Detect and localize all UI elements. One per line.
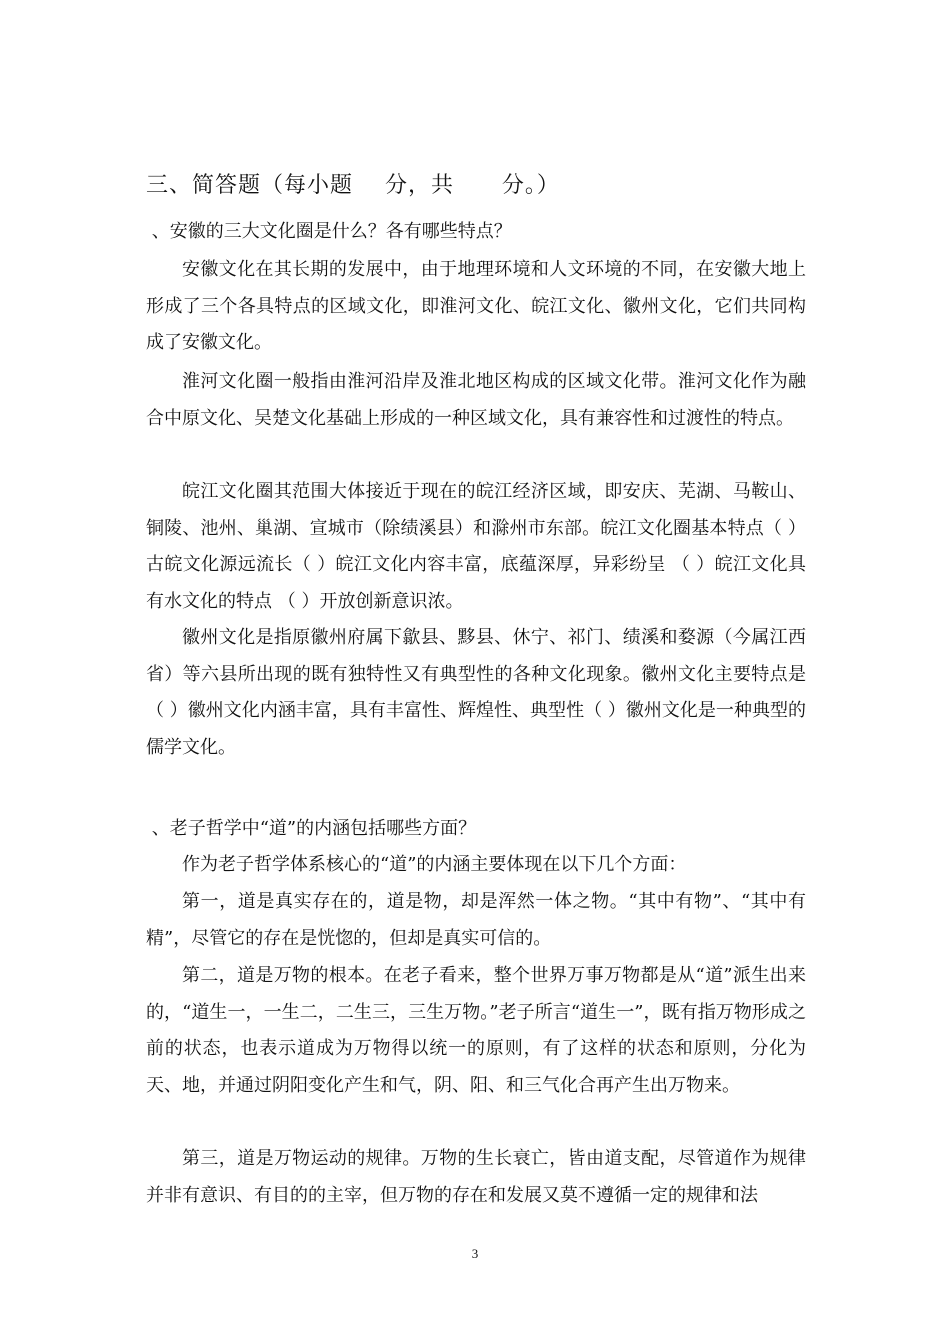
q1-paragraph-2: 淮河文化圈一般指由淮河沿岸及淮北地区构成的区域文化带。淮河文化作为融合中原文化、吴楚文化基础上形成的一种区域文化，具有兼容性和过渡性的特点。: [146, 371, 806, 429]
q1-paragraph-1: 安徽文化在其长期的发展中，由于地理环境和人文环境的不同，在安徽大地上形成了三个各具特点的区域文化，即淮河文化、皖江文化、徽州文化，它们共同构成了安徽文化。: [146, 259, 806, 353]
question-2: 、老子哲学中“道”的内涵包括哪些方面？: [146, 818, 477, 839]
q1-paragraph-3: 皖江文化圈其范围大体接近于现在的皖江经济区域，即安庆、芜湖、马鞍山、铜陵、池州、巢湖、宣城市（除绩溪县）和滁州市东部。皖江文化圈基本特点（ ）古皖文化源远流长（ ）皖江文化内容丰富，底蕴深厚，异彩纷呈 （ ）皖江文化具有水文化的特点 （ ）开放创新意识浓。: [146, 481, 806, 612]
q2-paragraph-1: 作为老子哲学体系核心的“道”的内涵主要体现在以下几个方面：: [182, 854, 687, 875]
q1-paragraph-4: 徽州文化是指原徽州府属下歙县、黟县、休宁、祁门、绩溪和婺源（今属江西省）等六县所出现的既有独特性又有典型性的各种文化现象。徽州文化主要特点是（ ）徽州文化内涵丰富，具有丰富性、辉煌性、典型性（ ）徽州文化是一种典型的儒学文化。: [146, 627, 806, 758]
question-1: 、安徽的三大文化圈是什么？各有哪些特点？: [146, 221, 512, 242]
section-title: 三、简答题（每小题 分，共 分。）: [146, 173, 560, 198]
page-number: 3: [471, 1246, 479, 1261]
q2-paragraph-2: 第一，道是真实存在的，道是物，却是浑然一体之物。“其中有物”、“其中有精”，尽管它的存在是恍惚的，但却是真实可信的。: [146, 891, 806, 949]
q2-paragraph-3: 第二，道是万物的根本。在老子看来，整个世界万事万物都是从“道”派生出来的，“道生一，一生二，二生三，三生万物。”老子所言“道生一”，既有指万物形成之前的状态，也表示道成为万物得以统一的原则，有了这样的状态和原则，分化为天、地，并通过阴阳变化产生和气，阴、阳、和三气化合再产生出万物来。: [146, 965, 806, 1096]
q2-paragraph-4: 第三，道是万物运动的规律。万物的生长衰亡，皆由道支配，尽管道作为规律并非有意识、有目的的主宰，但万物的存在和发展又莫不遵循一定的规律和法: [146, 1148, 806, 1206]
